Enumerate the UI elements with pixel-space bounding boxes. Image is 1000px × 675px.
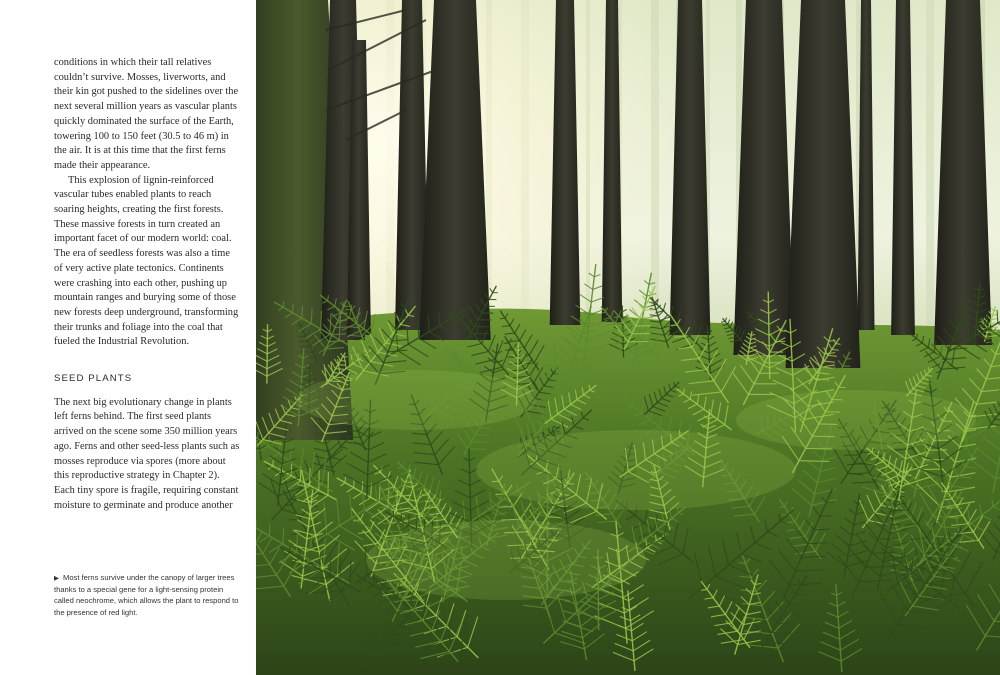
- caption-arrow-icon: ▶: [54, 575, 59, 582]
- text-page: [0, 0, 256, 675]
- body-paragraph-2: This explosion of lignin-reinforced vascular tubes enabled plants to reach soaring heights, creating the first forests. These massive forests in turn created an important facet of our modern world: coal. The era of seedless forests was also a time of very active plate tectonics. Continents were crashing into each other, pushing up mountain ranges and burying some of those new forests deep underground, transforming their trunks and foliage into the coal that fueled the Industrial Revolution.: [54, 174, 239, 348]
- section-paragraph: The next big evolutionary change in plants left ferns behind. The first seed plants arrived on the scene some 350 million years ago. Ferns and other seed-less plants such as mosses reproduce via spores (more about this reproductive strategy in Chapter 2). Each tiny spore is fragile, requiring constant moisture to germinate and produce another: [54, 396, 240, 511]
- photo-caption: [54, 572, 244, 618]
- forest-illustration: [256, 0, 1000, 675]
- section-heading: SEED PLANTS: [54, 373, 133, 385]
- body-text-column: [54, 56, 240, 513]
- caption-text: Most ferns survive under the canopy of larger trees thanks to a special gene for a light-sensing protein called neochrome, which allows the plant to respond to the presence of red light.: [54, 573, 239, 617]
- forest-photo: [256, 0, 1000, 675]
- body-paragraph-1: conditions in which their tall relatives couldn’t survive. Mosses, liverworts, and their kin got pushed to the sidelines over the next several million years as vascular plants quickly dominated the surface of the Earth, towering 100 to 150 feet (30.5 to 46 m) in the air. It is at this time that the first ferns made their appearance.: [54, 57, 239, 171]
